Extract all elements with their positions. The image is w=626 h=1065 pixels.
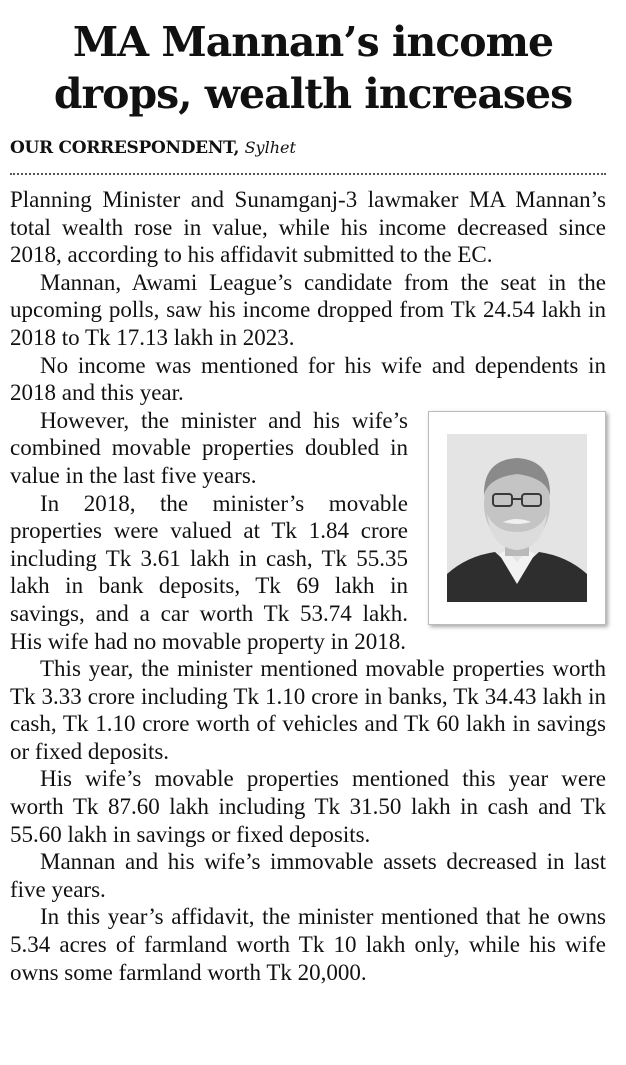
- paragraph: Mannan and his wife’s immovable assets decreased in last five years.: [10, 849, 606, 902]
- paragraph: Mannan, Awami League’s candidate from the seat in the upcoming polls, saw his income dropped from Tk 24.54 lakh in 2018 to Tk 17.13 lakh in 2023.: [10, 269, 606, 350]
- dotted-divider: [10, 173, 606, 175]
- paragraph: However, the minister and his wife’s combined movable properties doubled in value in the last five years.: [10, 407, 408, 488]
- article-body: [10, 186, 606, 986]
- paragraph: This year, the minister mentioned movable properties worth Tk 3.33 crore including Tk 1.10 crore in banks, Tk 34.43 lakh in cash, Tk 1.10 crore worth of vehicles and Tk 60 lakh in savings or fixed deposits.: [10, 656, 606, 764]
- portrait-photo-frame: [428, 411, 606, 625]
- paragraph: In this year’s affidavit, the minister mentioned that he owns 5.34 acres of farmland worth Tk 10 lakh only, while his wife owns some farmland worth Tk 20,000.: [10, 904, 606, 985]
- portrait-photo: [447, 434, 587, 602]
- byline: [10, 138, 296, 158]
- paragraph: His wife’s movable properties mentioned this year were worth Tk 87.60 lakh including Tk 31.50 lakh in cash and Tk 55.60 lakh in savings or fixed deposits.: [10, 766, 606, 847]
- paragraph: Planning Minister and Sunamganj-3 lawmaker MA Mannan’s total wealth rose in value, while his income decreased since 2018, according to his affidavit submitted to the EC.: [10, 187, 606, 268]
- byline-location: Sylhet: [244, 138, 296, 157]
- headline: MA Mannan’s income drops, wealth increases: [53, 18, 573, 118]
- paragraph: No income was mentioned for his wife and dependents in 2018 and this year.: [10, 352, 606, 406]
- paragraph: In 2018, the minister’s movable properties were valued at Tk 1.84 crore including Tk 3.61 lakh in cash, Tk 55.35 lakh in bank deposits, Tk 69 lakh in savings, and a car worth Tk 53.74 lakh. His wife had no movable property in 2018.: [10, 490, 408, 654]
- byline-author: OUR CORRESPONDENT,: [10, 138, 240, 158]
- portrait-illustration: [447, 434, 587, 602]
